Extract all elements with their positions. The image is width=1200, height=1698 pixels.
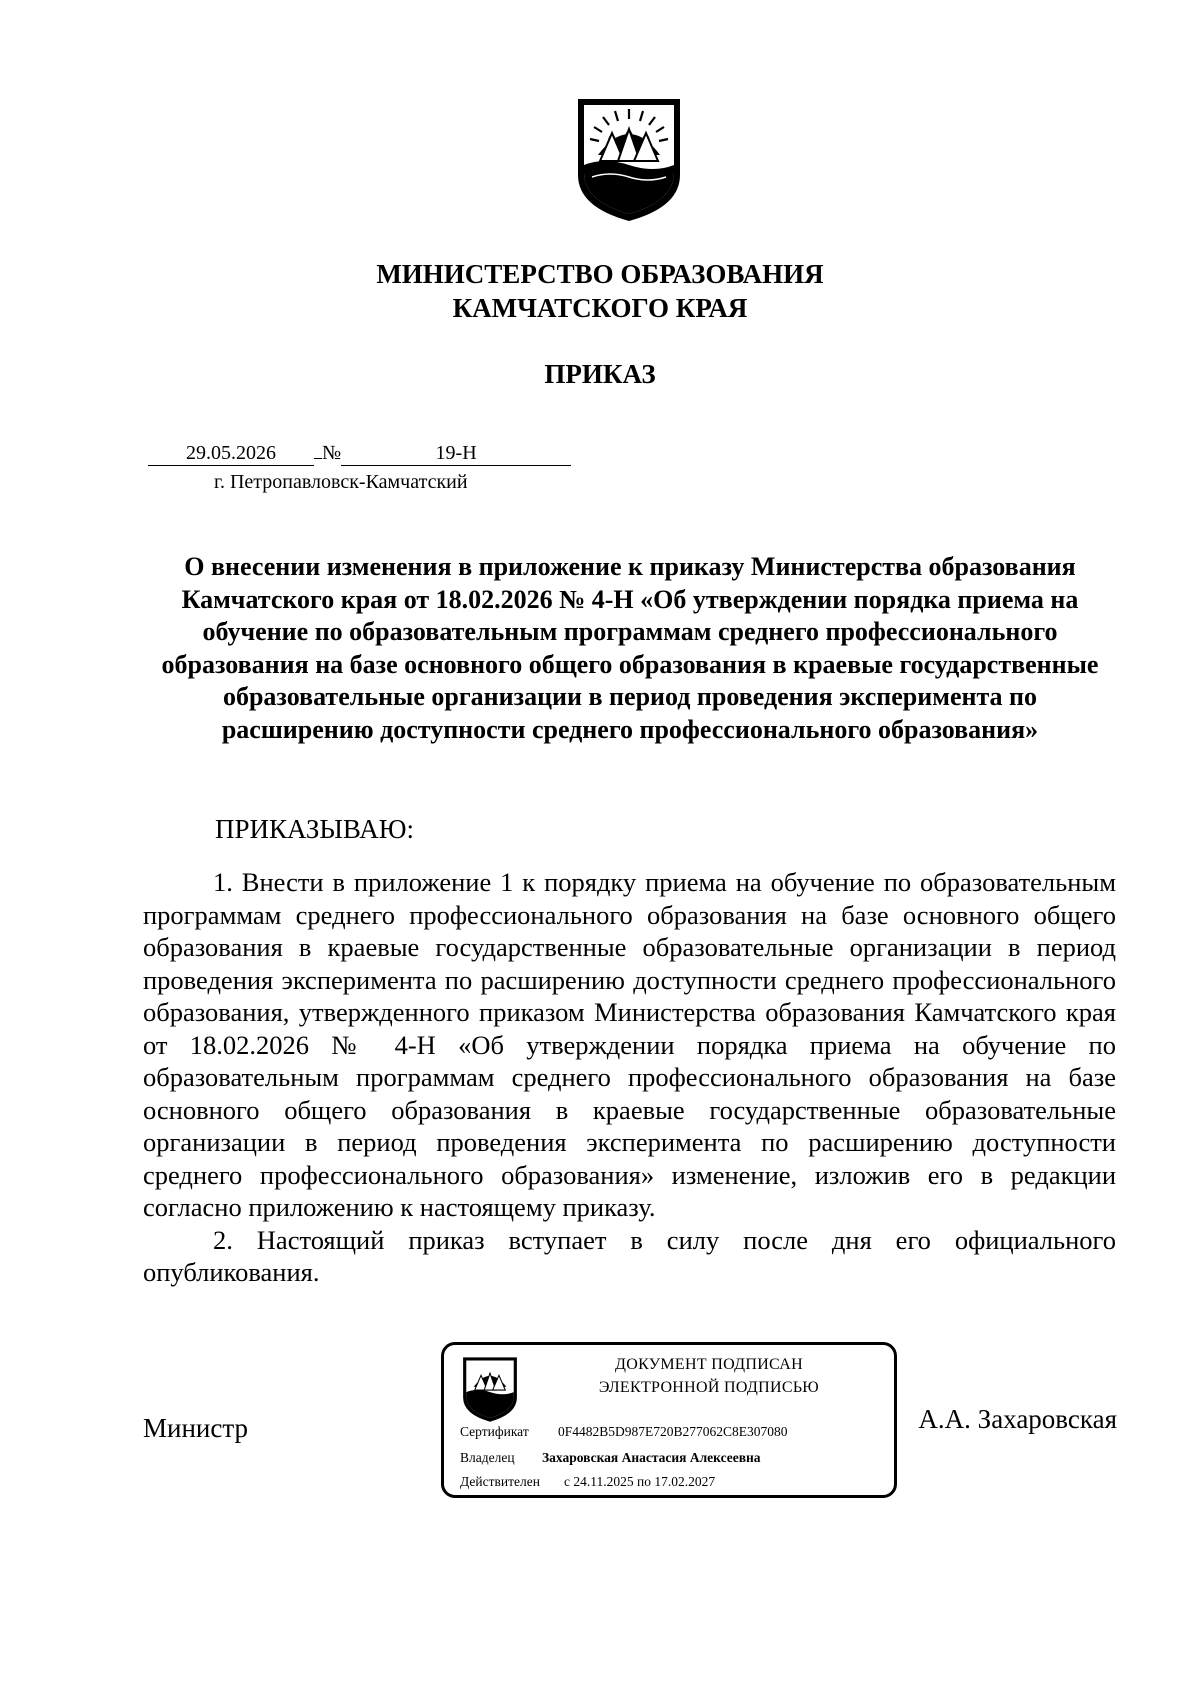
stamp-validity-row bbox=[460, 1473, 715, 1491]
underline-gap bbox=[314, 458, 322, 459]
signer-name: А.А. Захаровская bbox=[918, 1404, 1117, 1434]
date-number-line bbox=[148, 441, 571, 466]
stamp-title-line1: ДОКУМЕНТ ПОДПИСАН bbox=[615, 1356, 803, 1373]
paragraph-2: 2. Настоящий приказ вступает в силу после дня его официального опубликования. bbox=[143, 1224, 1116, 1287]
stamp-owner-label: Владелец bbox=[460, 1450, 515, 1465]
coat-of-arms-icon bbox=[574, 95, 684, 223]
ministry-name-line1: МИНИСТЕРСТВО ОБРАЗОВАНИЯ bbox=[376, 259, 824, 289]
stamp-validity-value: с 24.11.2025 по 17.02.2027 bbox=[564, 1474, 716, 1489]
order-date: 29.05.2026 bbox=[148, 441, 314, 466]
stamp-certificate-label: Сертификат bbox=[460, 1424, 529, 1439]
stamp-owner-row bbox=[460, 1449, 761, 1467]
order-subject: О внесении изменения в приложение к приказу Министерства образования Камчатского края от 18.02.2026 № 4-Н «Об утверждении порядка приема на обучение по образовательным программам среднего профессионального образования на базе основного общего образования в краевые государственные образовательные организации в период проведения эксперимента по расширению доступности среднего профессионального образования» bbox=[161, 552, 1099, 744]
stamp-owner-value: Захаровская Анастасия Алексеевна bbox=[542, 1450, 761, 1465]
stamp-certificate-value: 0F4482B5D987E720B277062C8E307080 bbox=[558, 1424, 788, 1439]
ministry-name bbox=[0, 257, 1200, 325]
order-word: ПРИКАЗЫВАЮ: bbox=[215, 814, 414, 844]
stamp-coat-of-arms-icon bbox=[461, 1354, 519, 1424]
order-body bbox=[143, 866, 1116, 1289]
paragraph-1: 1. Внести в приложение 1 к порядку приема на обучение по образовательным программам среднего профессионального образования на базе основного общего образования в краевые государственные образовательные организации в период проведения эксперимента по расширению доступности среднего профессионального образования, утвержденного приказом Министерства образования Камчатского края от 18.02.2026 № 4-Н «Об утверждении порядка приема на обучение по образовательным программам среднего профессионального образования на базе основного общего образования в краевые государственные образовательные организации в период проведения эксперимента по расширению доступности среднего профессионального образования» изменение, изложив его в редакции согласно приложению к настоящему приказу. bbox=[143, 867, 1116, 1222]
stamp-title-line2: ЭЛЕКТРОННОЙ ПОДПИСЬЮ bbox=[598, 1379, 820, 1396]
stamp-validity-label: Действителен bbox=[460, 1474, 540, 1489]
stamp-title bbox=[544, 1353, 874, 1399]
ministry-name-line2: КАМЧАТСКОГО КРАЯ bbox=[452, 293, 748, 323]
city: г. Петропавловск-Камчатский bbox=[214, 471, 468, 493]
electronic-signature-stamp bbox=[441, 1342, 897, 1498]
number-sign: № bbox=[322, 442, 342, 464]
order-number: 19-Н bbox=[341, 441, 571, 466]
document-type: ПРИКАЗ bbox=[544, 359, 656, 389]
stamp-certificate-row bbox=[460, 1423, 788, 1441]
signer-role: Министр bbox=[143, 1413, 248, 1443]
